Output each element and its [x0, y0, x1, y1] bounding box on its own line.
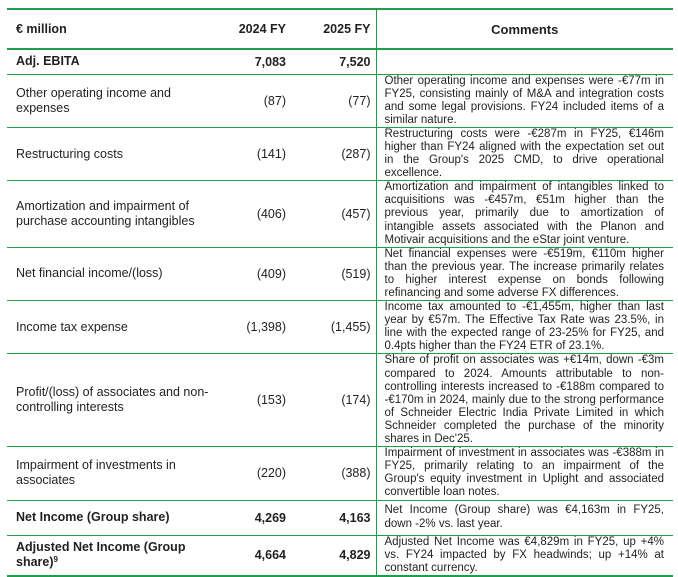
row-label: Net financial income/(loss): [16, 266, 163, 281]
income-statement-table: [7, 8, 673, 577]
row-label: Amortization and impairment of purchase accounting intangibles: [16, 198, 195, 228]
value-fy2024: (141): [256, 147, 286, 162]
table-row-amortization: [7, 181, 673, 247]
table-row-adj-ebita: [7, 49, 673, 74]
value-fy2025: (457): [341, 206, 371, 221]
header-fy2025: 2025 FY: [323, 22, 371, 36]
header-comments: Comments: [376, 9, 673, 49]
value-fy2025: 7,520: [339, 54, 371, 69]
comment: Adjusted Net Income was €4,829m in FY25, up +4% vs. FY24 impacted by FX headwinds; up +14% at constant currency.: [376, 535, 673, 576]
table-row-impairment-associates: [7, 447, 673, 500]
value-fy2024: (220): [256, 466, 286, 481]
row-label: Income tax expense: [16, 319, 128, 334]
table-row-adjusted-net-income: [7, 535, 673, 576]
comment: Restructuring costs were -€287m in FY25, €146m higher than FY24 aligned with the expectation set out in the Group's 2025 CMD, to drive operational excellence.: [376, 127, 673, 180]
value-fy2025: (77): [348, 93, 371, 108]
comment: Income tax amounted to -€1,455m, higher than last year by €57m. The Effective Tax Rate was 23.5%, in line with the expected range of 23-25% for FY25, and 0.4pts higher than the FY24 ETR of 23.1%.: [376, 301, 673, 354]
row-label: Adj. EBITA: [16, 54, 80, 69]
value-fy2024: (87): [263, 93, 286, 108]
row-label: Profit/(loss) of associates and non-controlling interests: [16, 385, 209, 415]
footnote-marker: 9: [53, 555, 58, 565]
header-fy2024: 2024 FY: [238, 22, 286, 36]
comment: Amortization and impairment of intangibles linked to acquisitions was -€457m, €51m higher than the previous year, primarily due to amortization of intangible assets associated with the Planon and Motivair acquisitions and the eStar joint venture.: [376, 181, 673, 247]
value-fy2025: (1,455): [330, 320, 371, 335]
table-row-restructuring: [7, 127, 673, 180]
row-label: Restructuring costs: [16, 146, 123, 161]
row-label: Net Income (Group share): [16, 510, 170, 524]
value-fy2025: (287): [341, 147, 371, 162]
table-row-net-financial: [7, 247, 673, 300]
table-row-income-tax: [7, 301, 673, 354]
value-fy2024: 4,269: [254, 510, 286, 525]
value-fy2024: (409): [256, 266, 286, 281]
comment: [376, 49, 673, 74]
value-fy2025: 4,163: [339, 510, 371, 525]
value-fy2024: 4,664: [254, 548, 286, 563]
comment: Impairment of investment in associates was -€388m in FY25, primarily relating to an impairment of the Group's equity investment in Uplight and associated convertible loan notes.: [376, 447, 673, 500]
row-label: [7, 535, 220, 576]
table-row-net-income: [7, 500, 673, 535]
row-label: Impairment of investments in associates: [16, 458, 176, 488]
value-fy2024: (153): [256, 393, 286, 408]
value-fy2025: 4,829: [339, 548, 371, 563]
row-label: Other operating income and expenses: [16, 85, 171, 115]
value-fy2025: (519): [341, 266, 371, 281]
table-row-associates: [7, 354, 673, 447]
row-label-text: Adjusted Net Income (Group share): [16, 540, 186, 570]
comment: Other operating income and expenses were -€77m in FY25, consisting mainly of M&A and integration costs and some legal provisions. FY24 included items of a similar nature.: [376, 74, 673, 127]
header-unit: € million: [16, 21, 67, 36]
comment: Share of profit on associates was +€14m, down -€3m compared to 2024. Amounts attributable to non-controlling interests increased to -€188m compared to -€170m in 2024, mainly due to the strong performance of Schneider Electric India Private Limited in which Schneider completed the purchase of the minority shares in Dec'25.: [376, 354, 673, 447]
value-fy2024: (406): [256, 206, 286, 221]
value-fy2025: (174): [341, 393, 371, 408]
table-row-other-operating: [7, 74, 673, 127]
table-header-row: [7, 9, 673, 49]
value-fy2025: (388): [341, 466, 371, 481]
value-fy2024: (1,398): [246, 320, 286, 335]
comment: Net financial expenses were -€519m, €110m higher than the previous year. The increase primarily relates to higher interest expense on bonds following refinancing and some adverse FX differences.: [376, 247, 673, 300]
comment: Net Income (Group share) was €4,163m in FY25, down -2% vs. last year.: [376, 500, 673, 535]
value-fy2024: 7,083: [254, 54, 286, 69]
